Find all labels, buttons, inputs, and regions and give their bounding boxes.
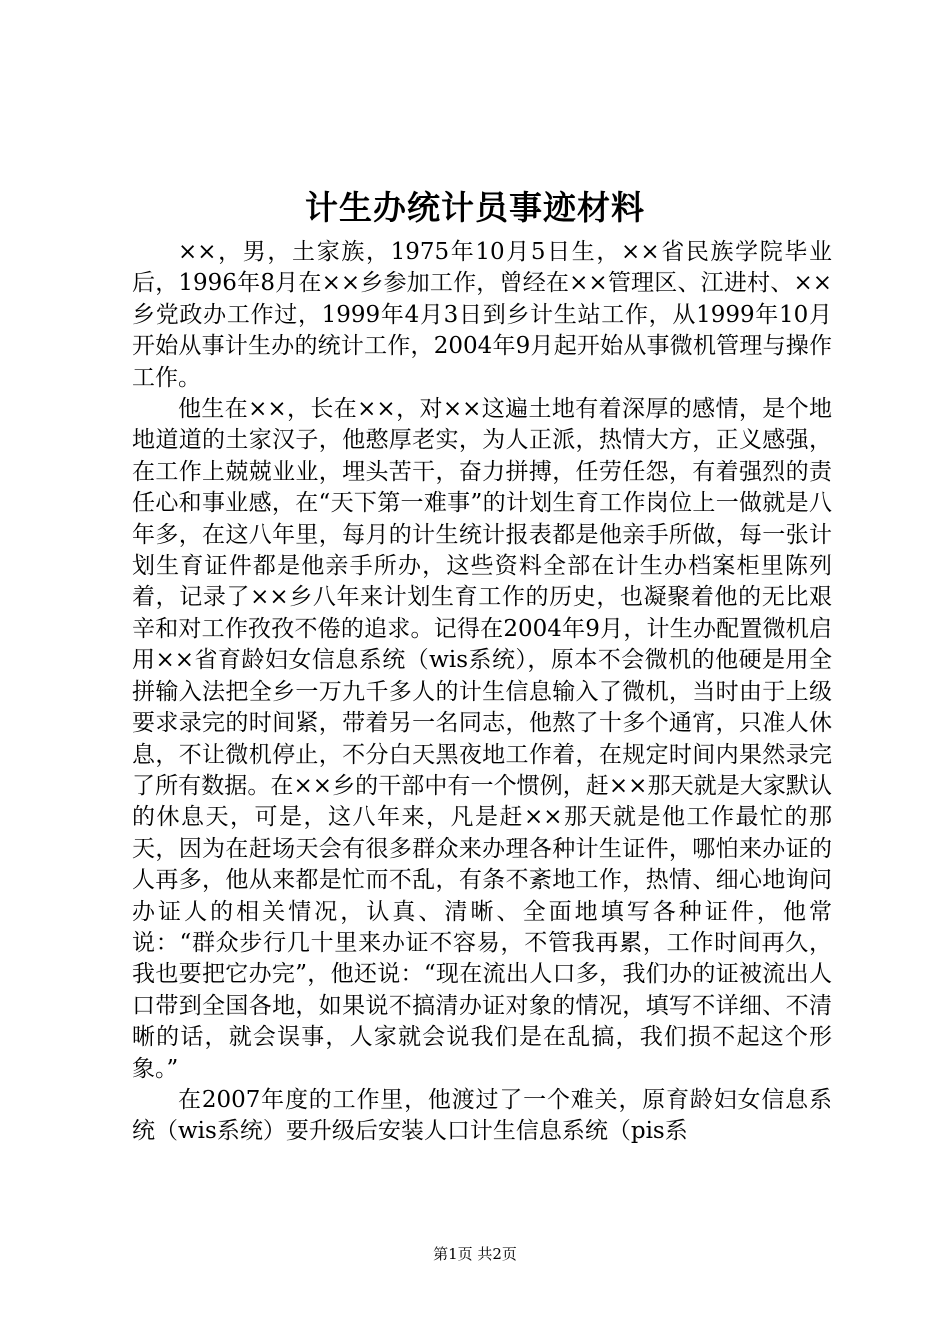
document-title: 计生办统计员事迹材料	[305, 188, 645, 227]
paragraph-3: 在2007年度的工作里，他渡过了一个难关，原育龄妇女信息系统（wis系统）要升级后安装人口计生信息系统（pis系	[132, 1086, 832, 1145]
document-body	[132, 237, 832, 1148]
page-number-footer: 第1页 共2页	[433, 1245, 517, 1263]
paragraph-2: 他生在××，长在××，对××这遍土地有着深厚的感情，是个地地道道的土家汉子，他憨厚老实，为人正派，热情大方，正义感强，在工作上兢兢业业，埋头苦干，奋力拼搏，任劳任怨，有着强烈的责任心和事业感，在“天下第一难事”的计划生育工作岗位上一做就是八年多，在这八年里，每月的计生统计报表都是他亲手所做，每一张计划生育证件都是他亲手所办，这些资料全部在计生办档案柜里陈列着，记录了××乡八年来计划生育工作的历史，也凝聚着他的无比艰辛和对工作孜孜不倦的追求。记得在2004年9月，计生办配置微机启用××省育龄妇女信息系统（wis系统），原本不会微机的他硬是用全拼输入法把全乡一万九千多人的计生信息输入了微机，当时由于上级要求录完的时间紧，带着另一名同志，他熬了十多个通宵，只准人休息，不让微机停止，不分白天黑夜地工作着，在规定时间内果然录完了所有数据。在××乡的干部中有一个惯例，赶××那天就是大家默认的休息天，可是，这八年来，凡是赶××那天就是他工作最忙的那天，因为在赶场天会有很多群众来办理各种计生证件，哪怕来办证的人再多，他从来都是忙而不乱，有条不紊地工作，热情、细心地询问办证人的相关情况，认真、清晰、全面地填写各种证件，他常说：“群众步行几十里来办证不容易，不管我再累，工作时间再久，我也要把它办完”，他还说：“现在流出人口多，我们办的证被流出人口带到全国各地，如果说不搞清办证对象的情况，填写不详细、不清晰的话，就会误事，人家就会说我们是在乱搞，我们损不起这个形象。”	[132, 396, 832, 1082]
paragraph-1: ××，男，土家族，1975年10月5日生，××省民族学院毕业后，1996年8月在××乡参加工作，曾经在××管理区、江进村、××乡党政办工作过，1999年4月3日到乡计生站工作，从1999年10月开始从事计生办的统计工作，2004年9月起开始从事微机管理与操作工作。	[132, 239, 832, 391]
